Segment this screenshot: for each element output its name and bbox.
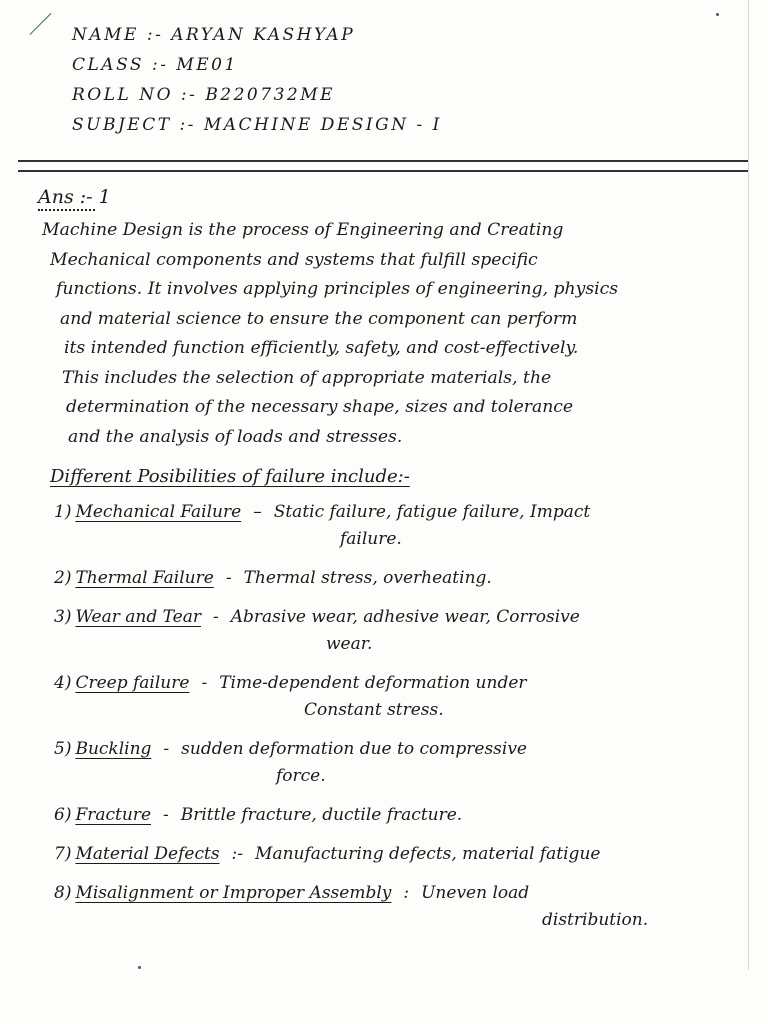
ink-dot [716, 13, 719, 16]
failure-number: 5) [54, 739, 72, 759]
subject-label: SUBJECT :- [72, 115, 196, 135]
failure-line [54, 670, 750, 697]
failure-item [54, 802, 750, 829]
failure-name: Material Defects [75, 844, 220, 864]
failure-name: Thermal Failure [75, 568, 214, 588]
failure-item [54, 565, 750, 592]
failure-number: 2) [54, 568, 72, 588]
failure-number: 8) [54, 883, 72, 903]
ink-dot [138, 966, 141, 969]
subject-value: MACHINE DESIGN - I [203, 115, 442, 135]
failure-item [54, 841, 750, 868]
failure-number: 1) [54, 502, 72, 522]
failure-line [54, 802, 750, 829]
class-row [72, 50, 442, 80]
failure-description: Thermal stress, overheating. [243, 568, 492, 588]
failure-description-continued: wear. [326, 634, 373, 654]
failure-description-continued: force. [276, 766, 326, 786]
failure-separator: - [201, 673, 208, 693]
failure-name: Misalignment or Improper Assembly [75, 883, 392, 903]
name-label: NAME :- [72, 25, 164, 45]
failure-separator: – [253, 502, 262, 522]
header-divider-top [18, 160, 748, 162]
failure-item [54, 604, 750, 658]
failure-description: Manufacturing defects, material fatigue [255, 844, 601, 864]
failure-list [54, 499, 750, 934]
answer-label: Ans :- 1 [38, 186, 111, 208]
paragraph-line: Mechanical components and systems that fulfill specific [50, 249, 538, 270]
failure-description: Static failure, fatigue failure, Impact [273, 502, 591, 522]
paragraph-line: and the analysis of loads and stresses. [68, 426, 403, 447]
failure-name: Wear and Tear [75, 607, 201, 627]
header-divider-bottom [18, 170, 748, 172]
failure-item [54, 499, 750, 553]
failure-separator: : [403, 883, 410, 903]
failure-name: Buckling [75, 739, 152, 759]
name-value: ARYAN KASHYAP [171, 25, 356, 45]
failure-separator: - [163, 805, 169, 825]
pen-tick-mark [30, 13, 52, 35]
failure-name: Mechanical Failure [75, 502, 242, 522]
failure-item [54, 736, 750, 790]
failure-description: sudden deformation due to compressive [181, 739, 527, 759]
failure-separator: :- [231, 844, 244, 864]
failure-name: Fracture [75, 805, 151, 825]
class-label: CLASS :- [72, 55, 169, 75]
failure-number: 3) [54, 607, 72, 627]
failure-description: Abrasive wear, adhesive wear, Corrosive [230, 607, 580, 627]
failure-name: Creep failure [75, 673, 190, 693]
paragraph-line: and material science to ensure the component can perform [60, 308, 578, 329]
name-row [72, 20, 442, 50]
failure-description: Brittle fracture, ductile fracture. [180, 805, 463, 825]
failure-separator: - [163, 739, 170, 759]
student-header [72, 20, 442, 140]
failure-number: 7) [54, 844, 72, 864]
failure-description-continued: failure. [340, 529, 402, 549]
class-value: ME01 [176, 55, 238, 75]
paragraph-line: determination of the necessary shape, sizes and tolerance [66, 397, 574, 417]
roll-label: ROLL NO :- [72, 85, 198, 105]
failure-separator: - [212, 607, 219, 627]
paragraph-line: its intended function efficiently, safety, and cost-effectively. [64, 338, 579, 358]
failures-heading [50, 466, 750, 487]
answer-section [38, 186, 750, 934]
roll-value: B220732ME [205, 85, 336, 105]
failures-heading-text: Different Posibilities of failure include:- [50, 466, 410, 487]
failure-line [54, 880, 750, 907]
failure-line [54, 604, 750, 631]
paragraph-line: This includes the selection of appropriate materials, the [62, 367, 552, 388]
failure-description-continued: Constant stress. [304, 700, 444, 720]
paragraph-line: functions. It involves applying principles of engineering, physics [56, 279, 619, 299]
failure-description: Time-dependent deformation under [219, 673, 527, 693]
failure-number: 4) [54, 673, 72, 693]
answer-paragraph [42, 216, 750, 452]
failure-item [54, 880, 750, 934]
failure-item [54, 670, 750, 724]
failure-separator: - [225, 568, 232, 588]
failure-number: 6) [54, 805, 72, 825]
failure-description: Uneven load [421, 883, 530, 903]
failure-line [54, 841, 750, 868]
failure-description-continued: distribution. [542, 910, 649, 930]
subject-row [72, 110, 442, 140]
failure-line [54, 499, 750, 526]
roll-row [72, 80, 442, 110]
failure-line [54, 565, 750, 592]
paragraph-line: Machine Design is the process of Engineering and Creating [42, 220, 564, 240]
failure-line [54, 736, 750, 763]
